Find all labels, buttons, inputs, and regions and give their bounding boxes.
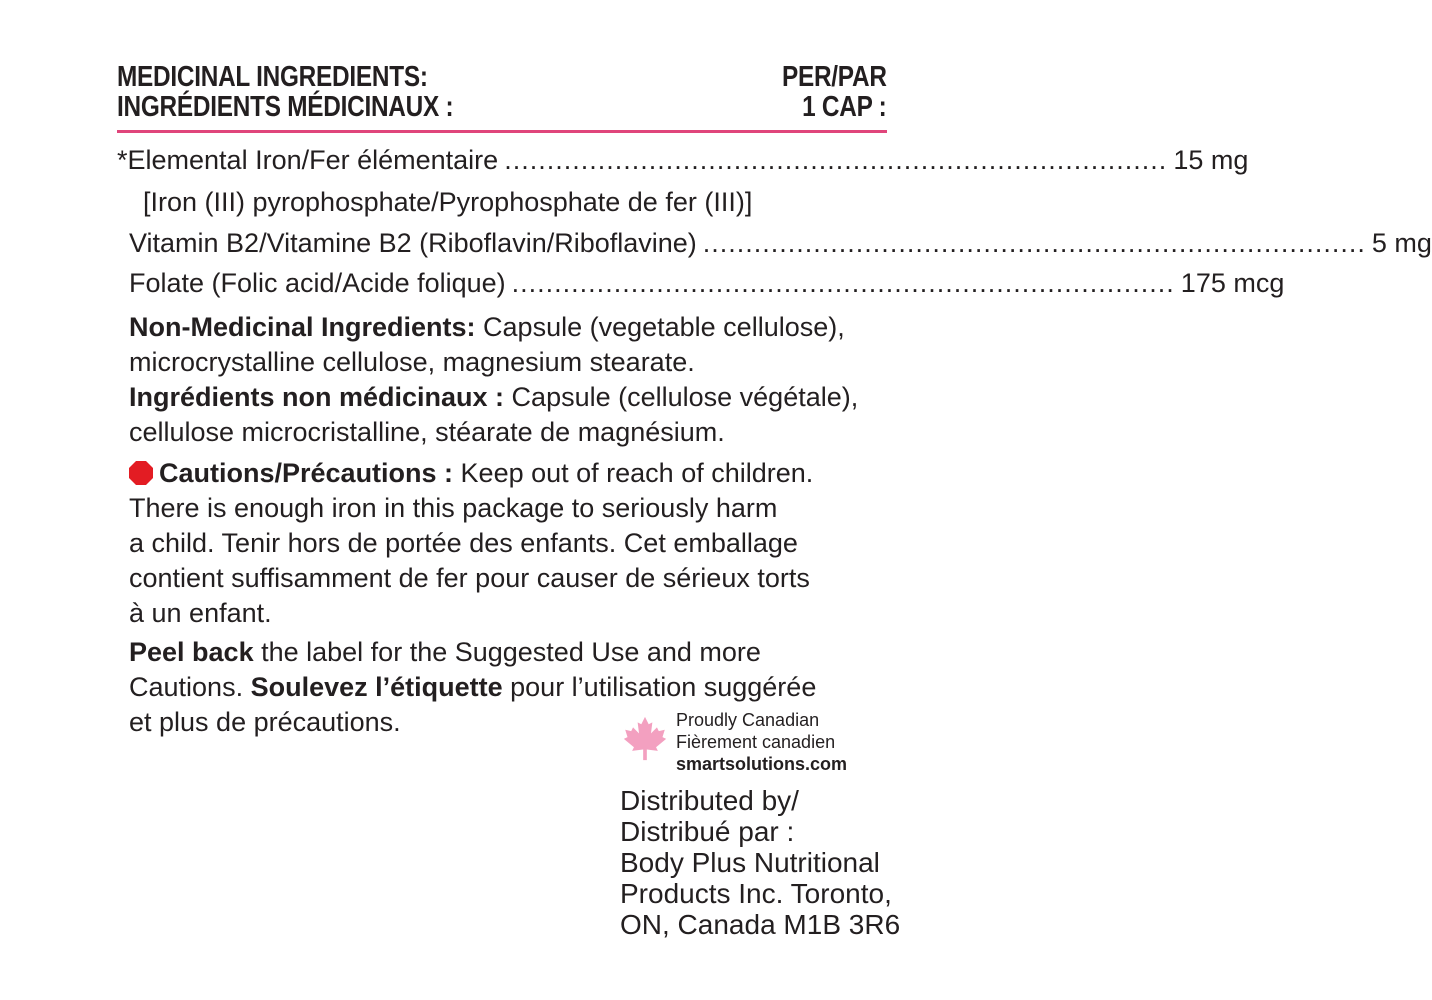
cautions-text: Keep out of reach of children. [453,458,814,488]
cautions-text: a child. Tenir hors de portée des enfants. Cet emballage [129,528,798,558]
ingredient-amount: 5 mg [1371,228,1432,258]
leader-dots: .............................................................................. [702,228,1366,258]
per-cap-heading [762,62,887,122]
distributor-line: Distributed by/ [620,785,799,816]
pink-divider [117,130,887,133]
peel-back-text: Cautions. [129,672,251,702]
maple-leaf-icon [622,715,668,761]
cautions-text: à un enfant. [129,598,272,628]
ingredient-label: Folate (Folic acid/Acide folique) [129,268,506,298]
proudly-canadian-block [676,709,847,775]
distributor-line: Products Inc. Toronto, [620,878,892,909]
cautions-section [129,456,813,631]
distributor-line: ON, Canada M1B 3R6 [620,909,901,940]
non-medicinal-text: Capsule (cellulose végétale), [504,382,859,412]
non-medicinal-text: microcrystalline cellulose, magnesium stearate. [129,347,695,377]
ingredient-label: *Elemental Iron/Fer élémentaire [117,145,499,175]
ingredient-amount: 15 mg [1173,145,1249,175]
distributor-line: Body Plus Nutritional [620,847,880,878]
heading-fr: INGRÉDIENTS MÉDICINAUX : [117,91,454,123]
fierement-canadien-text: Fièrement canadien [676,732,836,752]
cautions-label: Cautions/Précautions : [159,458,454,488]
non-medicinal-label-en: Non-Medicinal Ingredients: [129,312,476,342]
distributor-line: Distribué par : [620,816,795,847]
ingredient-row-folate [129,268,1285,298]
one-cap-label: 1 CAP : [802,91,887,123]
website-link[interactable]: smartsolutions.com [676,754,848,774]
ingredients-heading [117,62,517,122]
per-par-label: PER/PAR [782,61,887,93]
leader-dots: .............................................................................. [504,145,1168,175]
ingredient-row-b2 [129,228,1432,258]
non-medicinal-section [129,310,858,450]
stop-sign-icon [129,461,153,485]
cautions-text: There is enough iron in this package to seriously harm [129,493,778,523]
leader-dots: .............................................................................. [511,268,1175,298]
non-medicinal-text: cellulose microcristalline, stéarate de magnésium. [129,417,725,447]
ingredient-note: [Iron (III) pyrophosphate/Pyrophosphate de fer (III)] [143,187,753,217]
non-medicinal-text: Capsule (vegetable cellulose), [475,312,845,342]
peel-back-bold: Peel back [129,637,254,667]
ingredient-amount: 175 mcg [1180,268,1285,298]
proudly-canadian-text: Proudly Canadian [676,710,820,730]
soulevez-bold: Soulevez l’étiquette [250,672,503,702]
ingredient-label: Vitamin B2/Vitamine B2 (Riboflavin/Riboflavine) [129,228,697,258]
peel-back-text: pour l’utilisation suggérée [502,672,817,702]
non-medicinal-label-fr: Ingrédients non médicinaux : [129,382,505,412]
cautions-text: contient suffisamment de fer pour causer de sérieux torts [129,563,810,593]
heading-en: MEDICINAL INGREDIENTS: [117,61,428,93]
distributor-block [620,785,900,940]
peel-back-text: the label for the Suggested Use and more [253,637,761,667]
peel-back-text: et plus de précautions. [129,707,401,737]
ingredient-row-iron [117,145,1249,175]
